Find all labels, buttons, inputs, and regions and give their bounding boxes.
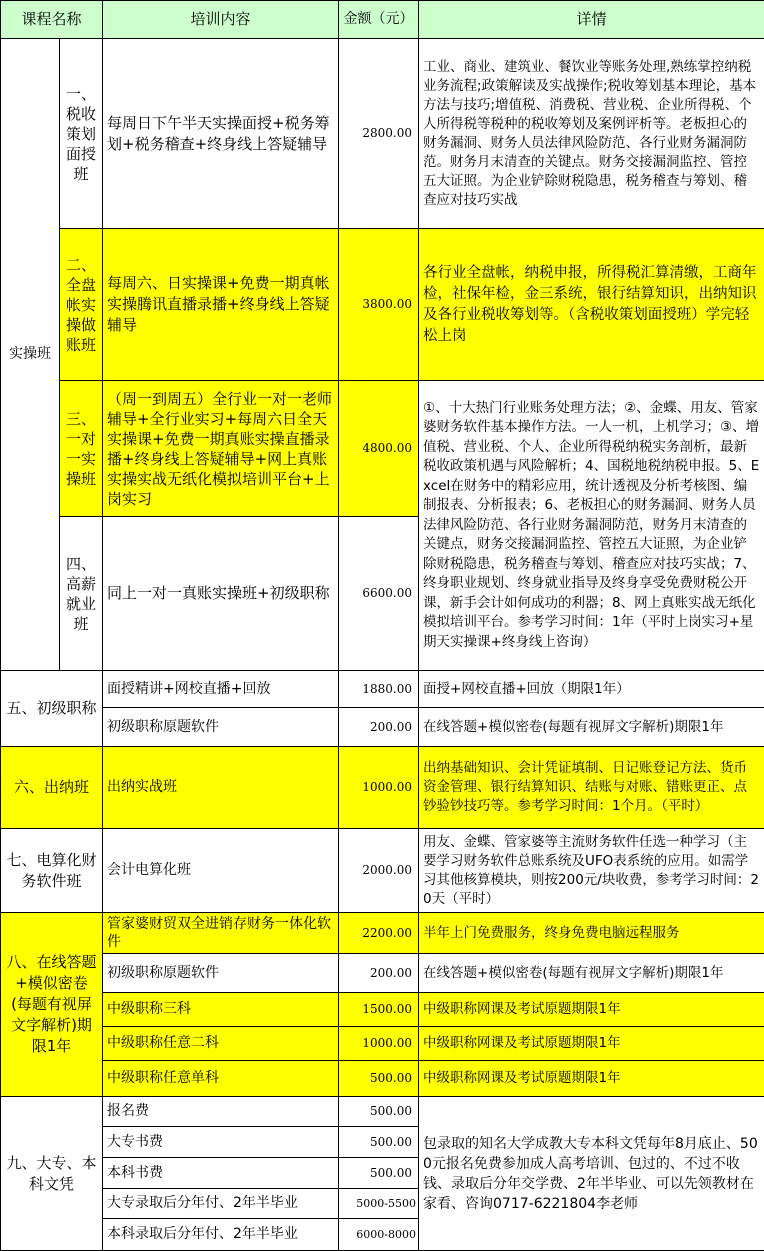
table-row [1, 993, 764, 1027]
header-detail: 详情 [419, 1, 764, 39]
course-amount: 500.00 [339, 1097, 419, 1127]
course-name: 七、电算化财务软件班 [1, 829, 103, 913]
table-row [1, 1097, 764, 1127]
course-content: 同上一对一真账实操班+初级职称 [103, 517, 339, 671]
course-content: 出纳实战班 [103, 747, 339, 829]
course-name: 八、在线答题+模似密卷(每题有视屏文字解析)期限1年 [1, 913, 103, 1097]
header-content: 培训内容 [103, 1, 339, 39]
course-content: 报名费 [103, 1097, 339, 1127]
course-content: 会计电算化班 [103, 829, 339, 913]
course-content: 中级职称任意二科 [103, 1027, 339, 1061]
course-amount: 3800.00 [339, 229, 419, 381]
table-row [1, 747, 764, 829]
course-amount: 6600.00 [339, 517, 419, 671]
course-name: 六、出纳班 [1, 747, 103, 829]
course-content: 初级职称原题软件 [103, 954, 339, 993]
course-detail: 工业、商业、建筑业、餐饮业等账务处理,熟练掌控纳税业务流程;政策解读及实战操作;税收筹划基本理论，基本方法与技巧;增值税、消费税、营业税、企业所得税、个人所得税等税种的税收筹划及案例评析等。老板担心的财务漏洞、财务人员法律风险防范、各行业财务漏洞防范。财务月末清查的关键点。财务交接漏洞监控、管控五大证照。为企业铲除财税隐患，税务稽查与筹划、稽查应对技巧实战 [419, 39, 764, 229]
course-content: 大专书费 [103, 1127, 339, 1158]
course-amount: 5000-5500 [339, 1189, 419, 1219]
course-amount: 500.00 [339, 1127, 419, 1158]
course-detail: 出纳基础知识、会计凭证填制、日记账登记方法、货币资金管理、银行结算知识、结账与对账、错账更正、点钞验钞技巧等。参考学习时间：1个月。（平时） [419, 747, 764, 829]
table-row [1, 229, 764, 381]
table-row [1, 39, 764, 229]
group-shicao: 实操班 [1, 39, 60, 671]
course-detail: 中级职称网课及考试原题期限1年 [419, 1061, 764, 1097]
course-amount: 1000.00 [339, 747, 419, 829]
course-name: 一、税收策划面授班 [60, 39, 103, 229]
header-row [1, 1, 764, 39]
course-amount: 200.00 [339, 708, 419, 747]
course-amount: 6000-8000 [339, 1219, 419, 1251]
table-row [1, 1027, 764, 1061]
header-amount: 金额（元） [339, 1, 419, 39]
course-content: 本科录取后分年付、2年半毕业 [103, 1219, 339, 1251]
course-amount: 1000.00 [339, 1027, 419, 1061]
course-detail: 半年上门免费服务，终身免费电脑远程服务 [419, 913, 764, 954]
course-detail: ①、十大热门行业账务处理方法；②、金蝶、用友、管家婆财务软件基本操作方法。一人一机，上机学习；③、增值税、营业税、个人、企业所得税纳税实务剖析，最新税收政策机遇与风险解析；4、国税地税纳税申报。5、Excel在财务中的精彩应用，统计透视及分析考核图、编制报表、分析报表；6、老板担心的财务漏洞、财务人员法律风险防范、各行业财务漏洞防范，财务月末清查的关键点，财务交接漏洞监控、管控五大证照，为企业铲除财税隐患，税务稽查与筹划、稽查应对技巧实战；7、终身职业规划、终身就业指导及终身享受免费财税公开课，新手会计如何成功的利器；8、网上真账实战无纸化模拟培训平台。参考学习时间：1年（平时上岗实习+星期天实操课+终身线上咨询） [419, 381, 764, 671]
course-content: 每周六、日实操课+免费一期真帐实操腾讯直播录播+终身线上答疑辅导 [103, 229, 339, 381]
course-detail: 用友、金蝶、管家婆等主流财务软件任选一种学习（主要学习财务软件总账系统及UFO表系统的应用。如需学习其他核算模块，则按200元/块收费，参考学习时间：20天（平时） [419, 829, 764, 913]
course-content: 每周日下午半天实操面授+税务筹划+税务稽查+终身线上答疑辅导 [103, 39, 339, 229]
course-amount: 1500.00 [339, 993, 419, 1027]
course-detail: 中级职称网课及考试原题期限1年 [419, 993, 764, 1027]
table-row [1, 954, 764, 993]
table-row [1, 1061, 764, 1097]
course-name: 五、初级职称 [1, 671, 103, 747]
course-detail: 在线答题+模似密卷(每题有视屏文字解析)期限1年 [419, 708, 764, 747]
course-amount: 1880.00 [339, 671, 419, 708]
course-amount: 2800.00 [339, 39, 419, 229]
course-content: 中级职称任意单科 [103, 1061, 339, 1097]
course-content: 中级职称三科 [103, 993, 339, 1027]
course-name: 二、全盘帐实操做账班 [60, 229, 103, 381]
table-row [1, 671, 764, 708]
course-amount: 500.00 [339, 1061, 419, 1097]
course-amount: 4800.00 [339, 381, 419, 517]
course-name: 九、大专、本科文凭 [1, 1097, 103, 1251]
course-detail: 中级职称网课及考试原题期限1年 [419, 1027, 764, 1061]
course-name: 三、一对一实操班 [60, 381, 103, 517]
course-amount: 200.00 [339, 954, 419, 993]
table-row [1, 829, 764, 913]
course-content: 管家婆财贸双全进销存财务一体化软件 [103, 913, 339, 954]
course-detail: 面授+网校直播+回放（期限1年） [419, 671, 764, 708]
course-content: （周一到周五）全行业一对一老师辅导+全行业实习+每周六日全天实操课+免费一期真账实操直播录播+终身线上答疑辅导+网上真账实操实战无纸化模拟培训平台+上岗实习 [103, 381, 339, 517]
course-detail: 包录取的知名大学成教大专本科文凭每年8月底止、500元报名免费参加成人高考培训、包过的、不过不收钱、录取后分年交学费、2年半毕业、可以先领教材在家看、咨询0717-6221804李老师 [419, 1097, 764, 1251]
course-amount: 2000.00 [339, 829, 419, 913]
course-detail: 各行业全盘帐，纳税申报，所得税汇算清缴，工商年检，社保年检，金三系统，银行结算知识，出纳知识及各行业税收筹划等。（含税收策划面授班）学完轻松上岗 [419, 229, 764, 381]
table-row [1, 913, 764, 954]
course-detail: 在线答题+模似密卷(每题有视屏文字解析)期限1年 [419, 954, 764, 993]
course-name: 四、高薪就业班 [60, 517, 103, 671]
header-course: 课程名称 [1, 1, 103, 39]
course-content: 面授精讲+网校直播+回放 [103, 671, 339, 708]
course-content: 本科书费 [103, 1158, 339, 1189]
course-amount: 500.00 [339, 1158, 419, 1189]
course-amount: 2200.00 [339, 913, 419, 954]
table-row [1, 708, 764, 747]
course-content: 大专录取后分年付、2年半毕业 [103, 1189, 339, 1219]
course-content: 初级职称原题软件 [103, 708, 339, 747]
table-row [1, 381, 764, 517]
